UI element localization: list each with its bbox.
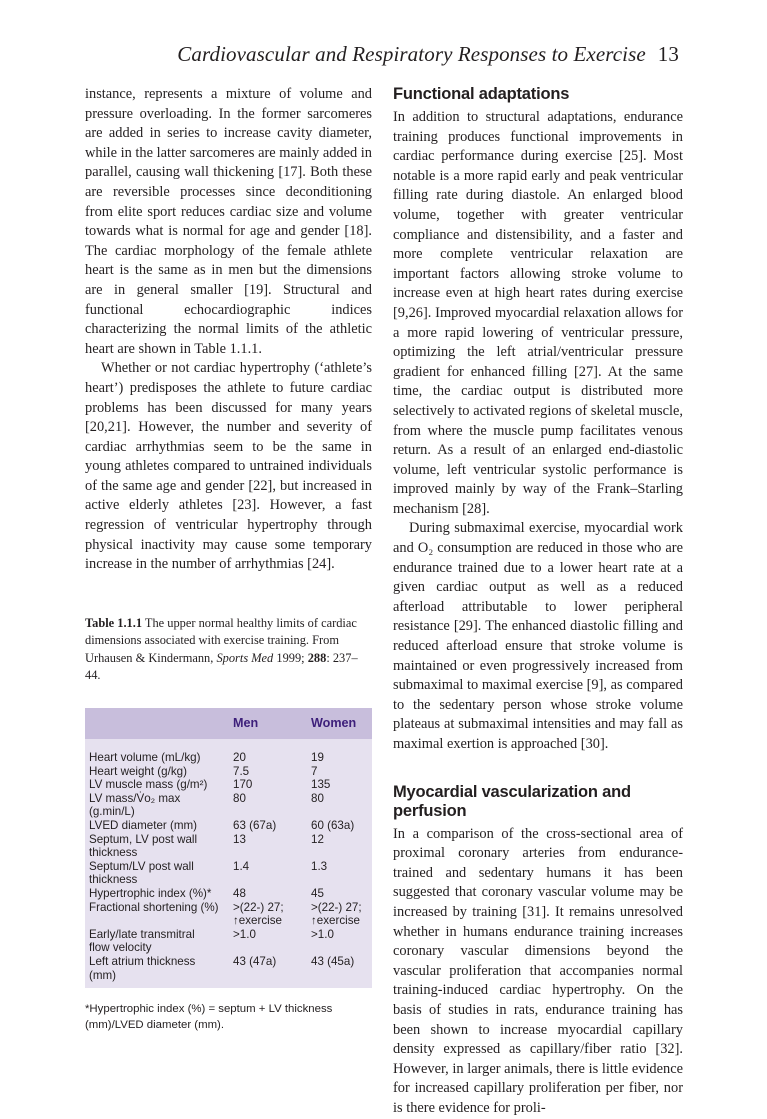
men-value: 48 — [233, 887, 246, 900]
row-label: Septum, LV post wall thickness — [89, 832, 198, 860]
row-label: LV mass/V̇o₂ max (g.min/L) — [89, 791, 181, 819]
table-row — [85, 928, 372, 955]
men-value: 63 (67a) — [233, 819, 277, 833]
men-value: 20 — [233, 751, 246, 765]
table-header-cell — [85, 708, 229, 739]
row-label: LVED diameter (mm) — [89, 819, 198, 833]
section-heading: Myocardial vascularization and perfusion — [393, 782, 631, 820]
table-row — [85, 887, 372, 901]
women-value: 45 — [311, 887, 324, 900]
table-row — [85, 792, 372, 819]
body-paragraph: Whether or not cardiac hypertrophy (‘athlete’s heart’) predisposes the athlete to future cardiac problems has been discussed for many years [20,21]. However, the number and severity of cardiac arrhythmias seem to be the same in young athletes compared to untrained individuals of the same age and gender [22], but increased in active elderly athletes [23]. However, a fast regression of ventricular hypertrophy through physical inactivity may cause some temporary increase in the number of arrhythmias [24]. — [85, 360, 372, 573]
women-value: 135 — [311, 778, 331, 792]
row-label: Fractional shortening (%) — [89, 900, 219, 914]
men-value: 1.4 — [233, 859, 250, 873]
men-value: 170 — [233, 778, 253, 792]
row-label: Left atrium thickness (mm) — [89, 954, 196, 982]
men-value: >1.0 — [233, 927, 256, 941]
women-value: 43 (45a) — [311, 954, 355, 968]
table-caption-journal: Sports Med — [216, 650, 274, 665]
women-value: 12 — [311, 832, 324, 846]
table-row — [85, 901, 372, 928]
women-value: >1.0 — [311, 927, 334, 941]
table-caption-text: The upper normal healthy limits of cardiac dimensions associated with exercise training. From Urhausen & Kindermann, — [85, 615, 357, 665]
men-value: 13 — [233, 832, 246, 846]
row-label: LV muscle mass (g/m²) — [89, 778, 208, 792]
body-paragraph: instance, represents a mixture of volume and pressure overloading. In the former sarcomeres are added in series to increase cavity diameter, while in the latter sarcomeres are mainly added in parallel, causing wall thickening [17]. Both these are reversible processes since deconditioning from elite sport reduces cardiac size and volume towards what is normal for age and gender [18]. The cardiac morphology of the female athlete heart is the same as in men but the dimensions are in general smaller [19]. Structural and functional echocardiographic indices characterizing the normal limits of the athletic heart are shown in Table 1.1.1. — [85, 86, 372, 357]
table-row — [85, 819, 372, 833]
women-value: 7 — [311, 764, 318, 778]
row-label: Hypertrophic index (%)* — [89, 887, 212, 900]
women-value: >(22-) 27; ↑exercise — [311, 900, 362, 928]
body-paragraph: In addition to structural adaptations, endurance training produces functional improvements in cardiac performance during exercise [25]. Most notable is a more rapid early and peak ventricular filling rate during diastole. An enlarged blood volume, together with greater ventricular compliance and distensibility, and a faster and more complete ventricular relaxation are important factors allowing stroke volume to increase even at high heart rates during exercise [9,26]. Improved myocardial relaxation allows for a more rapid lowering of ventricular pressure, optimizing the left atrial/ventricular pressure gradient for enhanced filling [27]. At the same time, the cardiac output is distributed more selectively to activated regions of skeletal muscle, from where the muscle pump facilitates venous return. As a result of an enlarged end-diastolic volume, left ventricular systolic performance is improved mainly by way of the Frank–Starling mechanism [28]. — [393, 109, 683, 517]
table-row — [85, 833, 372, 860]
page-number: 13 — [657, 42, 679, 66]
cardiac-limits-table — [85, 708, 372, 988]
men-value: >(22-) 27; ↑exercise — [233, 900, 284, 928]
table-row — [85, 860, 372, 887]
table-caption-year: 1999; — [276, 650, 305, 665]
table-row — [85, 955, 372, 988]
women-value: 1.3 — [311, 859, 328, 873]
men-value: 80 — [233, 791, 246, 805]
women-value: 60 (63a) — [311, 819, 355, 833]
table-header-women: Women — [307, 708, 372, 739]
row-label: Early/late transmitral flow velocity — [89, 927, 195, 955]
body-paragraph: In a comparison of the cross-sectional area of proximal coronary arteries from endurance-trained and sedentary humans it has been suggested that coronary vascular volume may be increased by training [31]. It remains unresolved whether in humans endurance training increases coronary vascular dimensions beyond the vascular proliferation that accompanies normal training-induced cardiac hypertrophy. On the basis of studies in rats, endurance training has been shown to increase myocardial capillary density expressed as capillary/fiber ratio [32]. However, in larger animals, there is little evidence for increased capillary proliferation per fiber, nor is there evidence for proli- — [393, 825, 683, 1116]
left-column — [85, 85, 372, 1034]
table-footnote: *Hypertrophic index (%) = septum + LV thickness (mm)/LVED diameter (mm). — [85, 1003, 333, 1031]
table-caption-label: Table 1.1.1 — [85, 615, 143, 630]
men-value: 7.5 — [233, 764, 250, 778]
women-value: 80 — [311, 791, 324, 805]
table-row — [85, 739, 372, 765]
body-paragraph: During submaximal exercise, myocardial work and O₂ consumption are reduced in those who are endurance trained due to a lower heart rate at a given cardiac output as well as a reduced afterload attributable to lower peripheral resistance [29]. The enhanced diastolic filling and reduced afterload ensure that stroke volume is maintained or even progressively increased from submaximal to maximal exercise [9], as compared to the sedentary person whose stroke volume plateaus at submaximal intensities and may fall as maximal exertion is approached [30]. — [393, 520, 683, 752]
right-column — [393, 85, 683, 1119]
table-caption-pages: : 237–44. — [85, 650, 358, 683]
running-head — [177, 42, 679, 67]
table-header-row — [85, 708, 372, 739]
table-caption — [85, 615, 372, 685]
men-value: 43 (47a) — [233, 954, 277, 968]
running-head-title: Cardiovascular and Respiratory Responses to Exercise — [177, 42, 646, 66]
section-heading: Functional adaptations — [393, 85, 570, 103]
table-header-men: Men — [229, 708, 307, 739]
table-caption-volume: 288 — [307, 650, 327, 665]
row-label: Heart volume (mL/kg) — [89, 751, 201, 765]
row-label: Septum/LV post wall thickness — [89, 859, 194, 887]
row-label: Heart weight (g/kg) — [89, 764, 187, 778]
table-row — [85, 765, 372, 779]
women-value: 19 — [311, 751, 324, 765]
table-row — [85, 778, 372, 792]
